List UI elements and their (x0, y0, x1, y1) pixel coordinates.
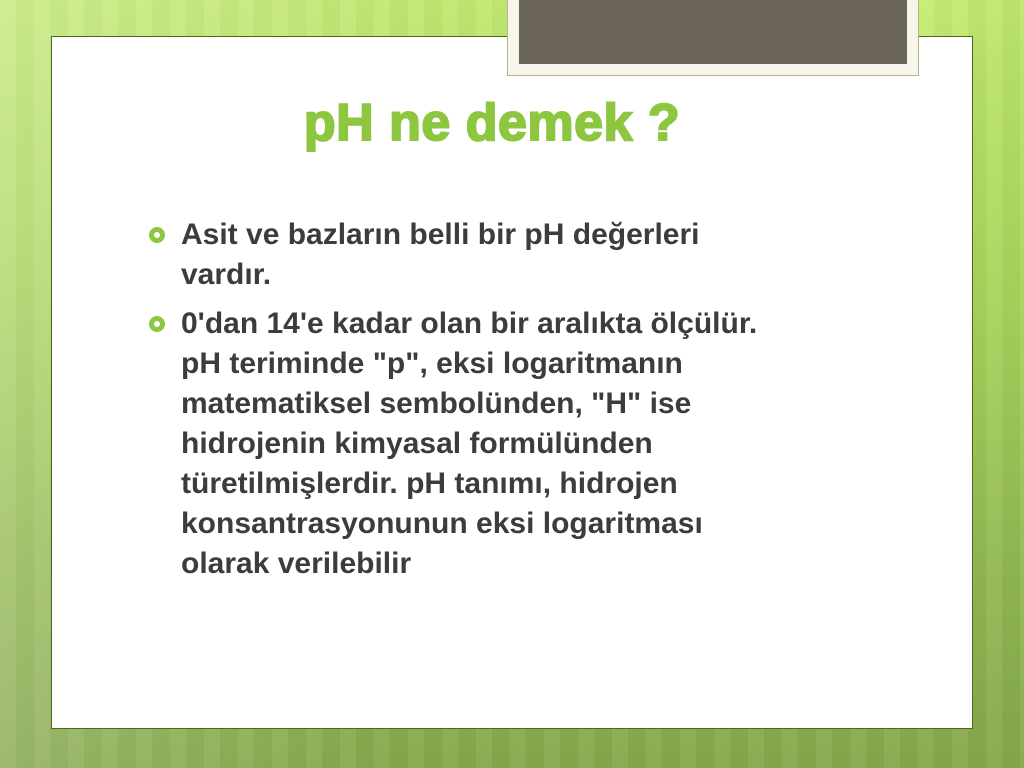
slide-content-area (51, 36, 973, 729)
top-accent-box (507, 0, 919, 76)
bullet-list (149, 215, 849, 593)
slide-title: pH ne demek ? (303, 94, 681, 152)
list-item (149, 215, 849, 295)
bullet-ring-icon (149, 316, 165, 332)
bullet-ring-icon (149, 227, 165, 243)
list-item (149, 304, 849, 584)
bullet-text: 0'dan 14'e kadar olan bir aralıkta ölçülür. pH teriminde "p", eksi logaritmanın matematiksel sembolünden, "H" ise hidrojenin kimyasal formülünden türetilmişlerdir. pH tanımı, hidrojen konsantrasyonunun eksi logaritması olarak verilebilir (181, 307, 758, 580)
bullet-text: Asit ve bazların belli bir pH değerleri vardır. (181, 218, 700, 291)
top-accent-box-fill (519, 0, 907, 64)
